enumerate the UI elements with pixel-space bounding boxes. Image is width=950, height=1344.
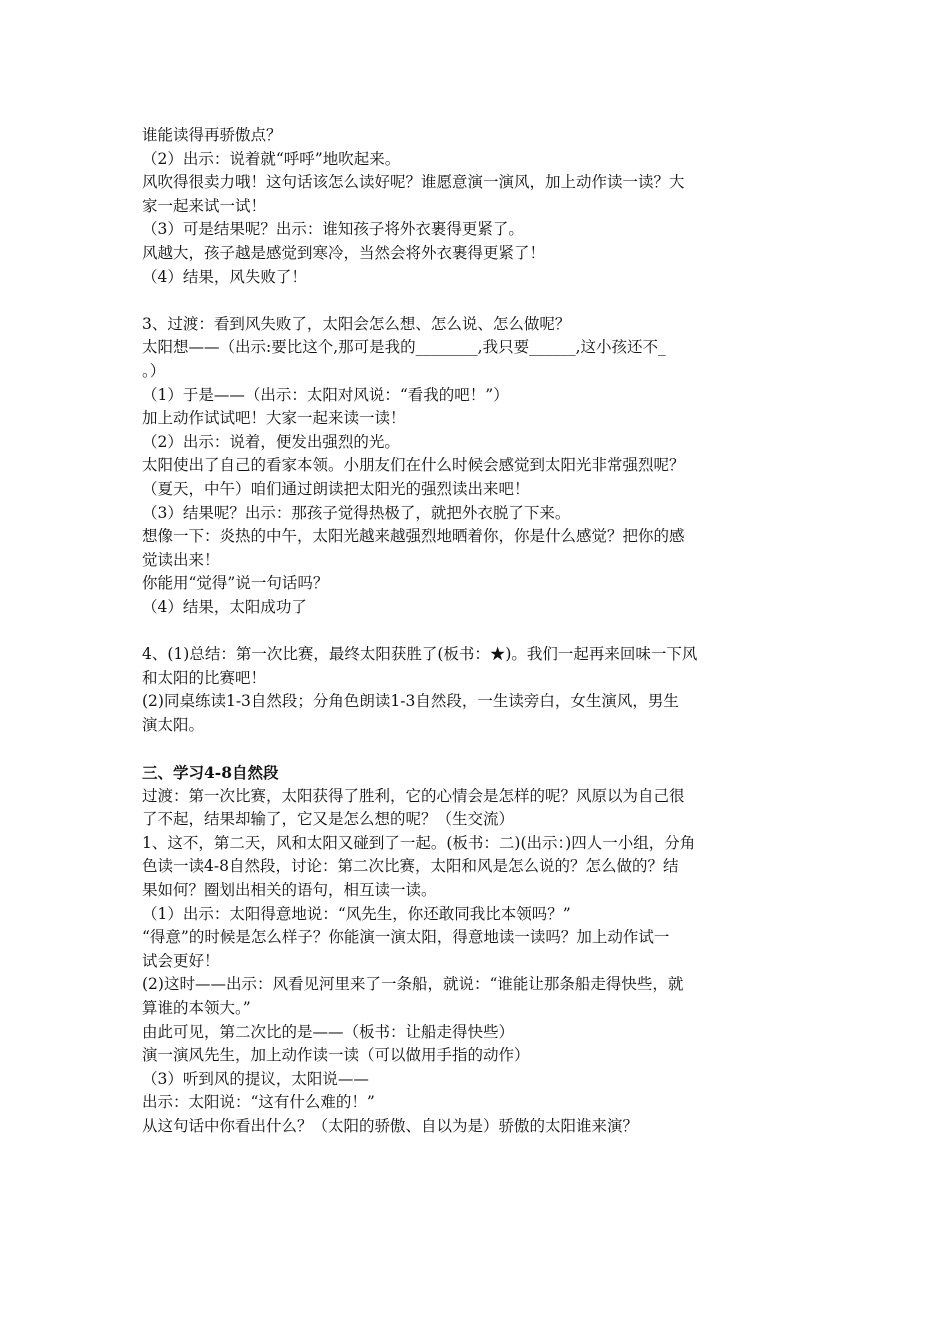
section-heading: 三、学习4-8自然段 [142,763,279,783]
text-line: 演一演风先生，加上动作读一读（可以做用手指的动作） [142,1046,530,1065]
document-body [142,124,810,1139]
text-line: 演太阳。 [142,715,205,734]
blank-line [142,289,810,313]
text-line: 3、过渡：看到风失败了，太阳会怎么想、怎么说、怎么做呢？ [142,314,571,333]
text-line: 过渡：第一次比赛，太阳获得了胜利，它的心情会是怎样的呢？风原以为自己很 [142,786,685,805]
text-line: （3）听到风的提议，太阳说—— [142,1069,369,1088]
text-line: 加上动作试试吧！大家一起来读一读！ [142,409,406,428]
text-line: 4、(1)总结：第一次比赛，最终太阳获胜了(板书：★)。我们一起再来回味一下风 [142,645,698,664]
text-line: 从这句话中你看出什么？（太阳的骄傲、自以为是）骄傲的太阳谁来演？ [142,1116,639,1135]
text-line: 你能用“觉得”说一句话吗？ [142,574,329,593]
text-line: （1）于是——（出示：太阳对风说：“看我的吧！”） [142,385,509,404]
text-line: 太阳使出了自己的看家本领。小朋友们在什么时候会感觉到太阳光非常强烈呢？ [142,456,685,475]
text-line: 果如何？圈划出相关的语句，相互读一读。 [142,881,437,899]
text-line: （2）出示：说着就“呼呼”地吹起来。 [142,149,401,168]
text-line: （3）可是结果呢？出示：谁知孩子将外衣裹得更紧了。 [142,220,524,239]
text-line: 家一起来试一试！ [142,196,267,215]
text-line: 由此可见，第二次比的是——（板书：让船走得快些） [142,1022,515,1041]
text-line: (2)同桌练读1-3自然段；分角色朗读1-3自然段，一生读旁白，女生演风，男生 [142,692,679,711]
text-line: （4）结果，太阳成功了 [142,597,307,616]
text-line: 风越大，孩子越是感觉到寒冷，当然会将外衣裹得更紧了！ [142,243,546,262]
text-line: 和太阳的比赛吧！ [142,668,267,687]
text-line: 风吹得很卖力哦！这句话该怎么读好呢？谁愿意演一演风，加上动作读一读？大 [142,173,685,192]
text-line: 谁能读得再骄傲点？ [142,126,282,144]
text-line: 色读一读4-8自然段，讨论：第二次比赛，太阳和风是怎么说的？怎么做的？结 [142,857,679,876]
text-line: （夏天，中午）咱们通过朗读把太阳光的强烈读出来吧！ [142,479,530,498]
blank-line [142,737,810,761]
text-line: （4）结果，风失败了！ [142,267,307,286]
text-line: “得意”的时候是怎么样子？你能演一演太阳，得意地读一读吗？加上动作试一 [142,928,670,947]
text-line: （1）出示：太阳得意地说：“风先生，你还敢同我比本领吗？” [142,904,571,923]
text-line: 了不起，结果却输了，它又是怎么想的呢？（生交流） [142,810,515,829]
text-line: 出示：太阳说：“这有什么难的！” [142,1093,375,1112]
text-line: 。） [142,361,166,380]
blank-line [142,619,810,643]
text-line: 算谁的本领大。” [142,998,251,1017]
text-line: 1、这不，第二天，风和太阳又碰到了一起。(板书：二)(出示：)四人一小组，分角 [142,833,696,852]
text-line: 太阳想——（出示:要比这个,那可是我的________,我只要______,这小孩还不_ [142,338,666,357]
text-line: 觉读出来！ [142,550,220,569]
text-line: （2）出示：说着，便发出强烈的光。 [142,432,400,451]
text-line: 想像一下：炎热的中午，太阳光越来越强烈地晒着你，你是什么感觉？把你的感 [142,527,685,546]
text-line: （3）结果呢？出示：那孩子觉得热极了，就把外衣脱了下来。 [142,503,571,522]
text-line: (2)这时——出示：风看见河里来了一条船，就说：“谁能让那条船走得快些，就 [142,975,684,994]
text-line: 试会更好！ [142,951,220,970]
